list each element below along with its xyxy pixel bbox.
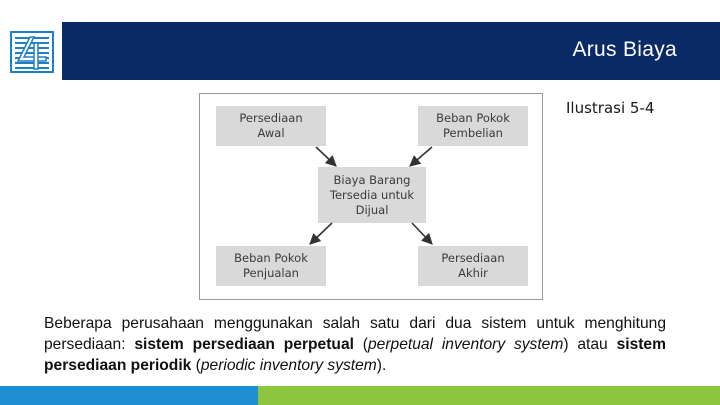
node-label: Beban Pokok Penjualan xyxy=(234,251,308,280)
term-periodik-en: periodic inventory system xyxy=(200,357,377,374)
header-bar xyxy=(0,22,720,80)
body-text-5: ). xyxy=(376,357,387,374)
term-perpetual: sistem persediaan perpetual xyxy=(134,336,354,353)
body-text-4: ( xyxy=(191,357,201,374)
arrow-center-to-penjualan xyxy=(310,223,332,244)
diagram-frame xyxy=(199,93,543,300)
node-label: Beban Pokok Pembelian xyxy=(436,111,510,140)
page-title: Arus Biaya xyxy=(572,38,677,61)
body-text-2: ( xyxy=(353,336,368,353)
node-label: Persediaan Akhir xyxy=(441,251,505,280)
node-label: Persediaan Awal xyxy=(239,111,303,140)
body-text-3: ) atau xyxy=(563,336,617,353)
logo-icon xyxy=(10,31,54,73)
term-perpetual-en: perpetual inventory system xyxy=(367,336,564,353)
arrow-center-to-akhir xyxy=(412,223,432,244)
logo xyxy=(0,22,62,80)
footer-bar-green xyxy=(258,386,720,405)
arrow-awal-to-center xyxy=(316,147,336,166)
illustration-label: Ilustrasi 5-4 xyxy=(566,99,655,117)
diagram-arrows xyxy=(200,94,542,299)
node-label: Biaya Barang Tersedia untuk Dijual xyxy=(329,172,415,217)
arrow-pembelian-to-center xyxy=(410,147,432,166)
term-periodik: sistem persediaan periodik xyxy=(44,336,666,374)
body-paragraph xyxy=(44,313,666,376)
body-text-1: Beberapa perusahaan menggunakan salah satu dari dua sistem untuk menghitung persediaan: xyxy=(44,315,666,353)
footer-bar-blue xyxy=(0,386,258,405)
